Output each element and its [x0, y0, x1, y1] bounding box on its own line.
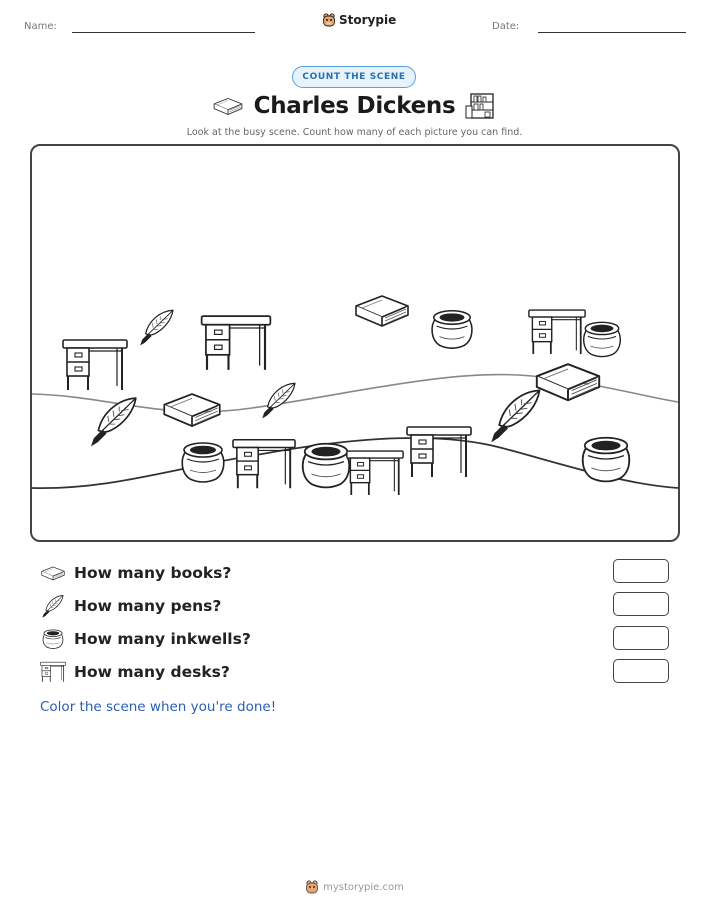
inkwell-icon	[303, 444, 350, 488]
storypie-mascot-icon	[322, 12, 336, 28]
question-text: How many inkwells?	[74, 630, 251, 648]
answer-box-desks[interactable]	[613, 659, 669, 683]
date-line[interactable]	[538, 32, 686, 33]
answer-box-inkwells[interactable]	[613, 626, 669, 650]
answer-box-pens[interactable]	[613, 592, 669, 616]
color-note: Color the scene when you're done!	[40, 699, 277, 715]
bookshelf-icon	[465, 92, 497, 120]
desk-icon	[40, 661, 66, 683]
inkwell-icon	[432, 311, 472, 348]
quill-pen-icon	[263, 383, 295, 417]
name-label: Name:	[24, 21, 57, 32]
footer	[0, 879, 709, 895]
count-the-scene-badge: COUNT THE SCENE	[292, 66, 416, 88]
footer-url[interactable]: mystorypie.com	[323, 881, 404, 893]
page-title: Charles Dickens	[253, 93, 456, 119]
answer-box-books[interactable]	[613, 559, 669, 583]
question-text: How many pens?	[74, 597, 222, 615]
quill-pen-icon	[92, 398, 136, 445]
name-line[interactable]	[72, 32, 255, 33]
book-icon	[40, 563, 66, 583]
book-icon	[356, 296, 408, 326]
brand-name: Storypie	[339, 13, 397, 27]
question-books	[40, 560, 231, 586]
book-icon	[537, 364, 599, 400]
desk-icon	[202, 316, 271, 370]
question-desks	[40, 659, 230, 685]
inkwell-icon	[40, 628, 66, 650]
inkwell-icon	[583, 438, 630, 482]
desk-icon	[407, 427, 471, 477]
scene-panel	[30, 144, 680, 542]
title-row	[0, 92, 709, 120]
quill-pen-icon	[40, 594, 66, 618]
book-icon	[212, 95, 244, 117]
inkwell-icon	[182, 443, 224, 482]
date-label: Date:	[492, 21, 520, 32]
instructions: Look at the busy scene. Count how many of each picture you can find.	[186, 127, 523, 138]
inkwell-icon	[584, 322, 621, 356]
storypie-logo	[322, 12, 396, 28]
desk-icon	[347, 451, 403, 495]
book-icon	[164, 394, 219, 426]
question-text: How many books?	[74, 564, 232, 582]
question-text: How many desks?	[74, 663, 230, 681]
quill-pen-icon	[141, 310, 173, 344]
question-inkwells	[40, 626, 251, 652]
storypie-mascot-icon	[305, 879, 319, 895]
desk-icon	[63, 340, 127, 390]
quill-pen-icon	[492, 390, 539, 440]
desk-icon	[529, 310, 585, 354]
question-pens	[40, 593, 221, 619]
desk-icon	[233, 440, 295, 488]
